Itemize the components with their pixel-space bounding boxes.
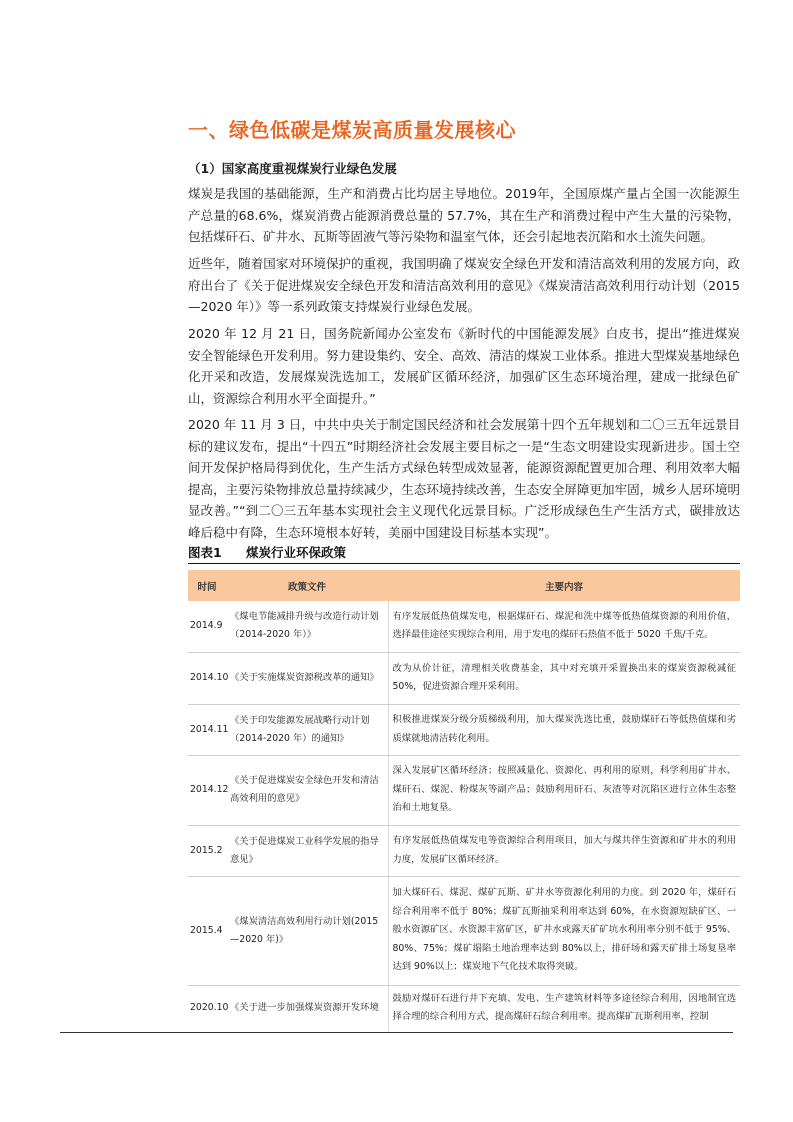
header-policy: 政策文件 — [226, 570, 388, 601]
row-content: 有序发展低热值煤发电等资源综合利用项目，加大与煤共伴生资源和矿井水的利用力度，发展矿区循环经济。 — [388, 825, 740, 876]
row-policy: 《关于促进煤炭工业科学发展的指导意见》 — [226, 825, 388, 876]
row-content: 积极推进煤炭分级分质梯级利用，加大煤炭洗选比重，鼓励煤矸石等低热值煤和劣质煤就地清洁转化利用。 — [388, 704, 740, 755]
row-time: 2015.4 — [188, 876, 226, 985]
paragraph-1: 煤炭是我国的基础能源，生产和消费占比均居主导地位。2019年，全国原煤产量占全国一次能源生产总量的68.6%，煤炭消费占能源消费总量的 57.7%，其在生产和消费过程中产生大量的污染物，包括煤矸石、矿井水、瓦斯等固液气等污染物和温室气体，还会引起地表沉陷和水土流失问题。 — [188, 186, 740, 244]
row-time: 2014.9 — [188, 601, 226, 652]
row-content: 深入发展矿区循环经济；按照减量化、资源化、再利用的原则，科学利用矿井水、煤矸石、煤泥、粉煤灰等副产品；鼓励利用矸石、灰渣等对沉陷区进行立体生态整治和土地复垦。 — [388, 755, 740, 825]
footer-rule — [60, 1032, 733, 1033]
figure-caption — [188, 543, 740, 561]
table-row — [188, 601, 740, 652]
table-row — [188, 704, 740, 755]
table-header-row — [188, 570, 740, 601]
row-policy: 《关于促进煤炭安全绿色开发和清洁高效利用的意见》 — [226, 755, 388, 825]
policy-table — [188, 570, 740, 1031]
row-time: 2014.11 — [188, 704, 226, 755]
header-time: 时间 — [188, 570, 226, 601]
table-row — [188, 755, 740, 825]
row-content: 鼓励对煤矸石进行井下充填、发电、生产建筑材料等多途径综合利用，因地制宜选择合理的综合利用方式，提高煤矸石综合利用率。提高煤矿瓦斯利用率，控制 — [388, 985, 740, 1031]
paragraph-3: 2020 年 12 月 21 日，国务院新闻办公室发布《新时代的中国能源发展》白皮书，提出“推进煤炭安全智能绿色开发利用。努力建设集约、安全、高效、清洁的煤炭工业体系。推进大型煤炭基地绿色化开采和改造，发展煤炭洗选加工，发展矿区循环经济，加强矿区生态环境治理，建成一批绿色矿山，资源综合利用水平全面提升。” — [188, 326, 740, 406]
row-time: 2014.10 — [188, 652, 226, 704]
row-policy: 《关于印发能源发展战略行动计划（2014-2020 年）的通知》 — [226, 704, 388, 755]
paragraph-4: 2020 年 11 月 3 日，中共中央关于制定国民经济和社会发展第十四个五年规划和二〇三五年远景目标的建议发布，提出“十四五”时期经济社会发展主要目标之一是“生态文明建设实现新进步。国土空间开发保护格局得到优化，生产生活方式绿色转型成效显著，能源资源配置更加合理、利用效率大幅提高，主要污染物排放总量持续减少，生态环境持续改善，生态安全屏障更加牢固，城乡人居环境明显改善。”“到二〇三五年基本实现社会主义现代化远景目标。广泛形成绿色生产生活方式，碳排放达峰后稳中有降，生态环境根本好转，美丽中国建设目标基本实现”。 — [188, 417, 740, 540]
row-content: 加大煤矸石、煤泥、煤矿瓦斯、矿井水等资源化利用的力度。到 2020 年，煤矸石综合利用率不低于 80%；煤矿瓦斯抽采利用率达到 60%，在水资源短缺矿区、一般水资源矿区、水资源丰富矿区，矿井水或露天矿矿坑水利用率分别不低于 95%、80%、75%；煤矿塌陷土地治理率达到 80%以上，排矸场和露天矿排土场复垦率达到 90%以上；煤炭地下气化技术取得突破。 — [388, 876, 740, 985]
row-policy: 《煤炭清洁高效利用行动计划(2015—2020 年)》 — [226, 876, 388, 985]
row-time: 2015.2 — [188, 825, 226, 876]
row-policy: 《关于实施煤炭资源税改革的通知》 — [226, 652, 388, 704]
row-policy: 《关于进一步加强煤炭资源开发环境 — [230, 1002, 379, 1014]
paragraph-2: 近些年，随着国家对环境保护的重视，我国明确了煤炭安全绿色开发和清洁高效利用的发展方向，政府出台了《关于促进煤炭安全绿色开发和清洁高效利用的意见》《煤炭清洁高效利用行动计划（2015—2020 年）》等一系列政策支持煤炭行业绿色发展。 — [188, 256, 740, 314]
figure-title: 煤炭行业环保政策 — [246, 545, 347, 560]
table-row — [188, 652, 740, 704]
subsection-title: （1）国家高度重视煤炭行业绿色发展 — [188, 161, 397, 176]
section-title: 一、绿色低碳是煤炭高质量发展核心 — [188, 118, 516, 142]
figure-label: 图表1 — [188, 545, 222, 560]
row-policy: 《煤电节能减排升级与改造行动计划（2014-2020 年）》 — [226, 601, 388, 652]
row-time: 2014.12 — [188, 755, 226, 825]
table-row — [188, 876, 740, 985]
row-content: 改为从价计征，清理相关收费基金，其中对充填开采置换出来的煤炭资源税减征 50%，促进资源合理开采利用。 — [388, 652, 740, 704]
row-time: 2020.10 — [190, 1002, 229, 1014]
table-row — [188, 985, 740, 1031]
header-content: 主要内容 — [388, 570, 740, 601]
figure-rule — [188, 563, 740, 564]
row-content: 有序发展低热值煤发电，根据煤矸石、煤泥和洗中煤等低热值煤资源的利用价值，选择最佳途径实现综合利用，用于发电的煤矸石热值不低于 5020 千焦/千克。 — [388, 601, 740, 652]
table-row — [188, 825, 740, 876]
